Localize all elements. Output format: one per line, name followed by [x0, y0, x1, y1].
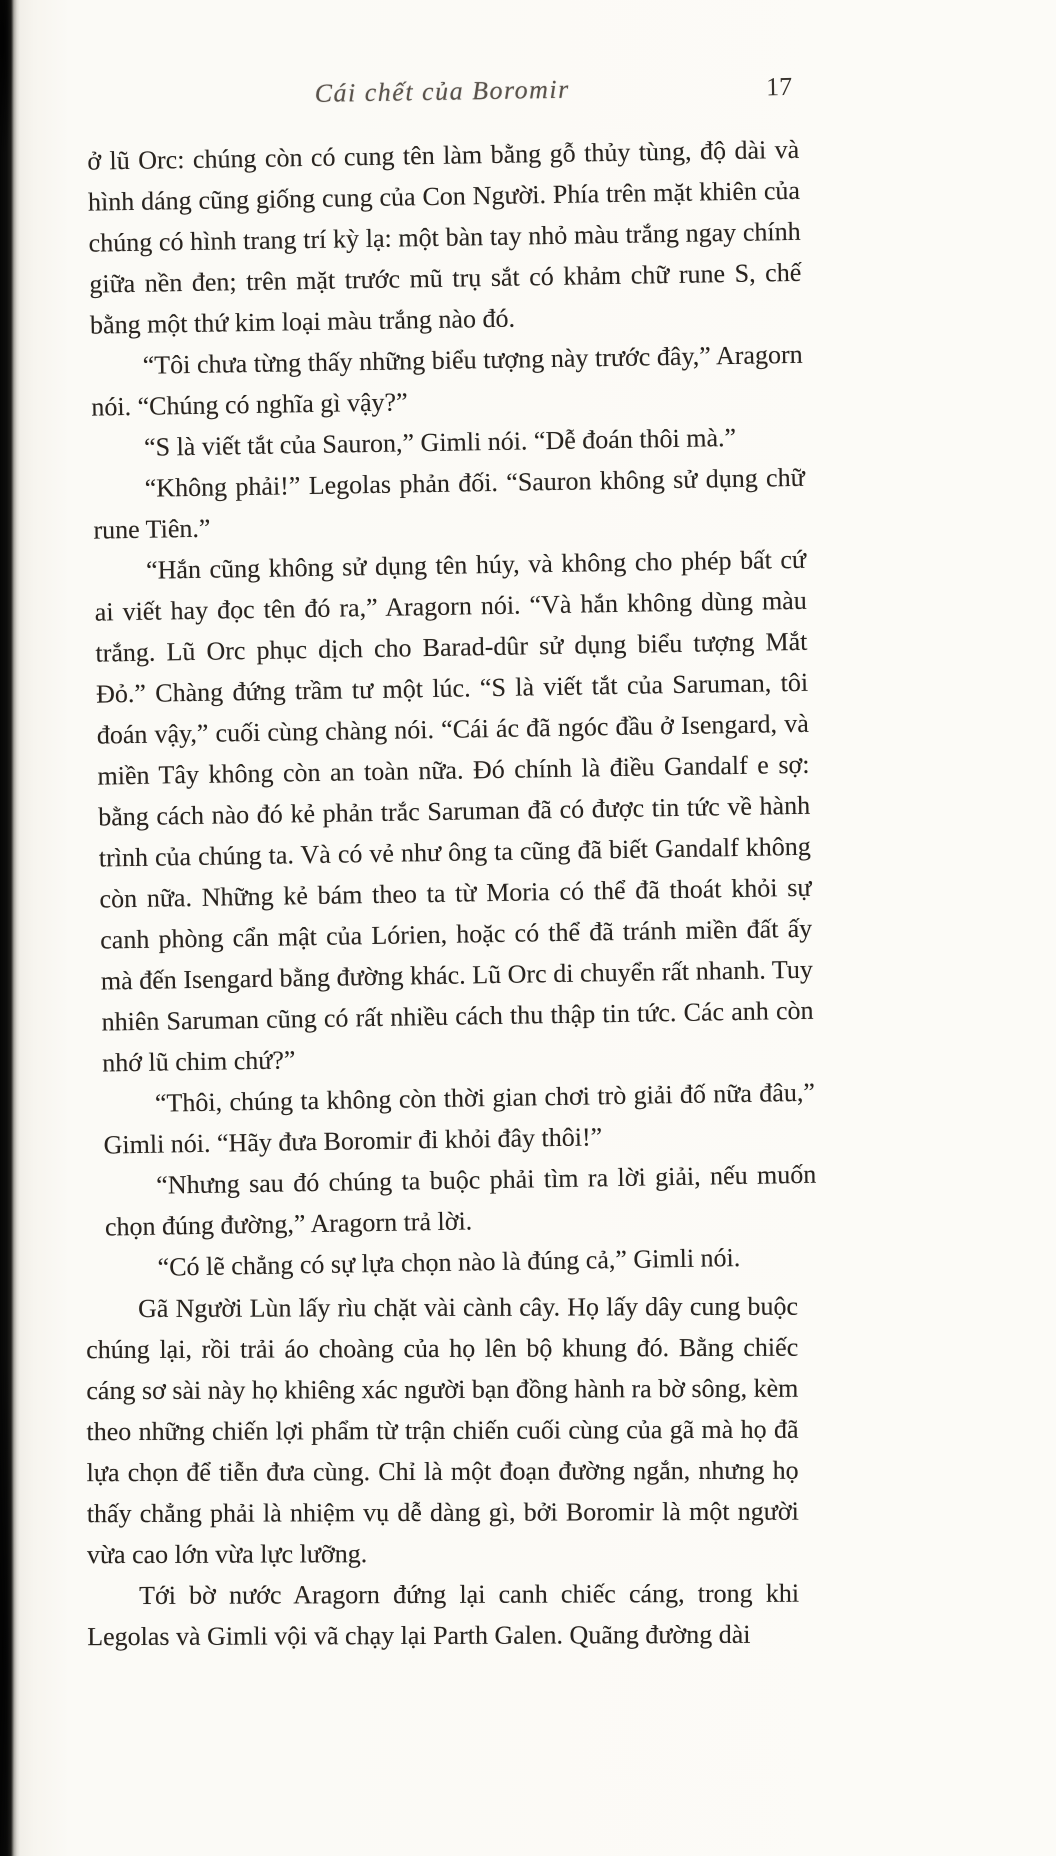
- running-head: [86, 71, 799, 125]
- page-body-lower: [86, 1286, 799, 1657]
- paragraph: “Nhưng sau đó chúng ta buộc phải tìm ra lời giải, nếu muốn chọn đúng đường,” Aragorn trả lời.: [104, 1159, 817, 1242]
- paragraph: Tới bờ nước Aragorn đứng lại canh chiếc cáng, trong khi Legolas và Gimli vội vã chạy lại Parth Galen. Quãng đường dài: [87, 1578, 800, 1652]
- paragraph: Gã Người Lùn lấy rìu chặt vài cành cây. Họ lấy dây cung buộc chúng lại, rồi trải áo choàng của họ lên bộ khung đó. Bằng chiếc cáng sơ sài này họ khiêng xác người bạn đồng hành ra bờ sông, kèm theo những chiến lợi phẩm từ trận chiến cuối cùng của gã mà họ đã lựa chọn để tiễn đưa cùng. Chỉ là một đoạn đường ngắn, nhưng họ thấy chẳng phải là nhiệm vụ dễ dàng gì, bởi Boromir là một người vừa cao lớn vừa lực lưỡng.: [86, 1291, 799, 1570]
- paragraph: “Thôi, chúng ta không còn thời gian chơi trò giải đố nữa đâu,” Gimli nói. “Hãy đưa Boromir đi khỏi đây thôi!”: [103, 1077, 816, 1160]
- paragraph: “Không phải!” Legolas phản đối. “Sauron không sử dụng chữ rune Tiên.”: [93, 462, 805, 545]
- page-body-upper: [86, 71, 818, 1289]
- paragraph: ở lũ Orc: chúng còn có cung tên làm bằng gỗ thủy tùng, độ dài và hình dáng cũng giống cung của Con Người. Phía trên mặt khiên của chúng có hình trang trí kỳ lạ: một bàn tay nhỏ màu trắng ngay chính giữa nền đen; trên mặt trước mũ trụ sắt có khảm chữ rune S, chế bằng một thứ kim loại màu trắng nào đó.: [87, 134, 802, 340]
- running-title: Cái chết của Boromir: [314, 74, 570, 108]
- paragraph: “Hắn cũng không sử dụng tên húy, và không cho phép bất cứ ai viết hay đọc tên đó ra,” Aragorn nói. “Và hắn không dùng màu trắng. Lũ Orc phục dịch cho Barad-dûr sử dụng biểu tượng Mắt Đỏ.” Chàng đứng trầm tư một lúc. “S là viết tắt của Saruman, tôi đoán vậy,” cuối cùng chàng nói. “Cái ác đã ngóc đầu ở Isengard, và miền Tây không còn an toàn nữa. Đó chính là điều Gandalf e sợ: bằng cách nào đó kẻ phản trắc Saruman đã có được tin tức về hành trình của chúng ta. Và có vẻ như ông ta cũng đã biết Gandalf không còn nữa. Những kẻ bám theo ta từ Moria có thể đã thoát khỏi sự canh phòng cẩn mật của Lórien, hoặc có thể đã tránh miền đất ấy mà đến Isengard bằng đường khác. Lũ Orc di chuyển rất nhanh. Tuy nhiên Saruman cũng có rất nhiều cách thu thập tin tức. Các anh còn nhớ lũ chim chứ?”: [94, 544, 814, 1078]
- paragraph: “Có lẽ chẳng có sự lựa chọn nào là đúng cả,” Gimli nói.: [157, 1242, 741, 1282]
- page-number: 17: [765, 71, 793, 102]
- paragraph: “Tôi chưa từng thấy những biểu tượng này trước đây,” Aragorn nói. “Chúng có nghĩa gì vậy?”: [91, 339, 803, 422]
- paragraph: “S là viết tắt của Sauron,” Gimli nói. “Dễ đoán thôi mà.”: [143, 422, 737, 462]
- binding-shadow: [0, 0, 20, 1856]
